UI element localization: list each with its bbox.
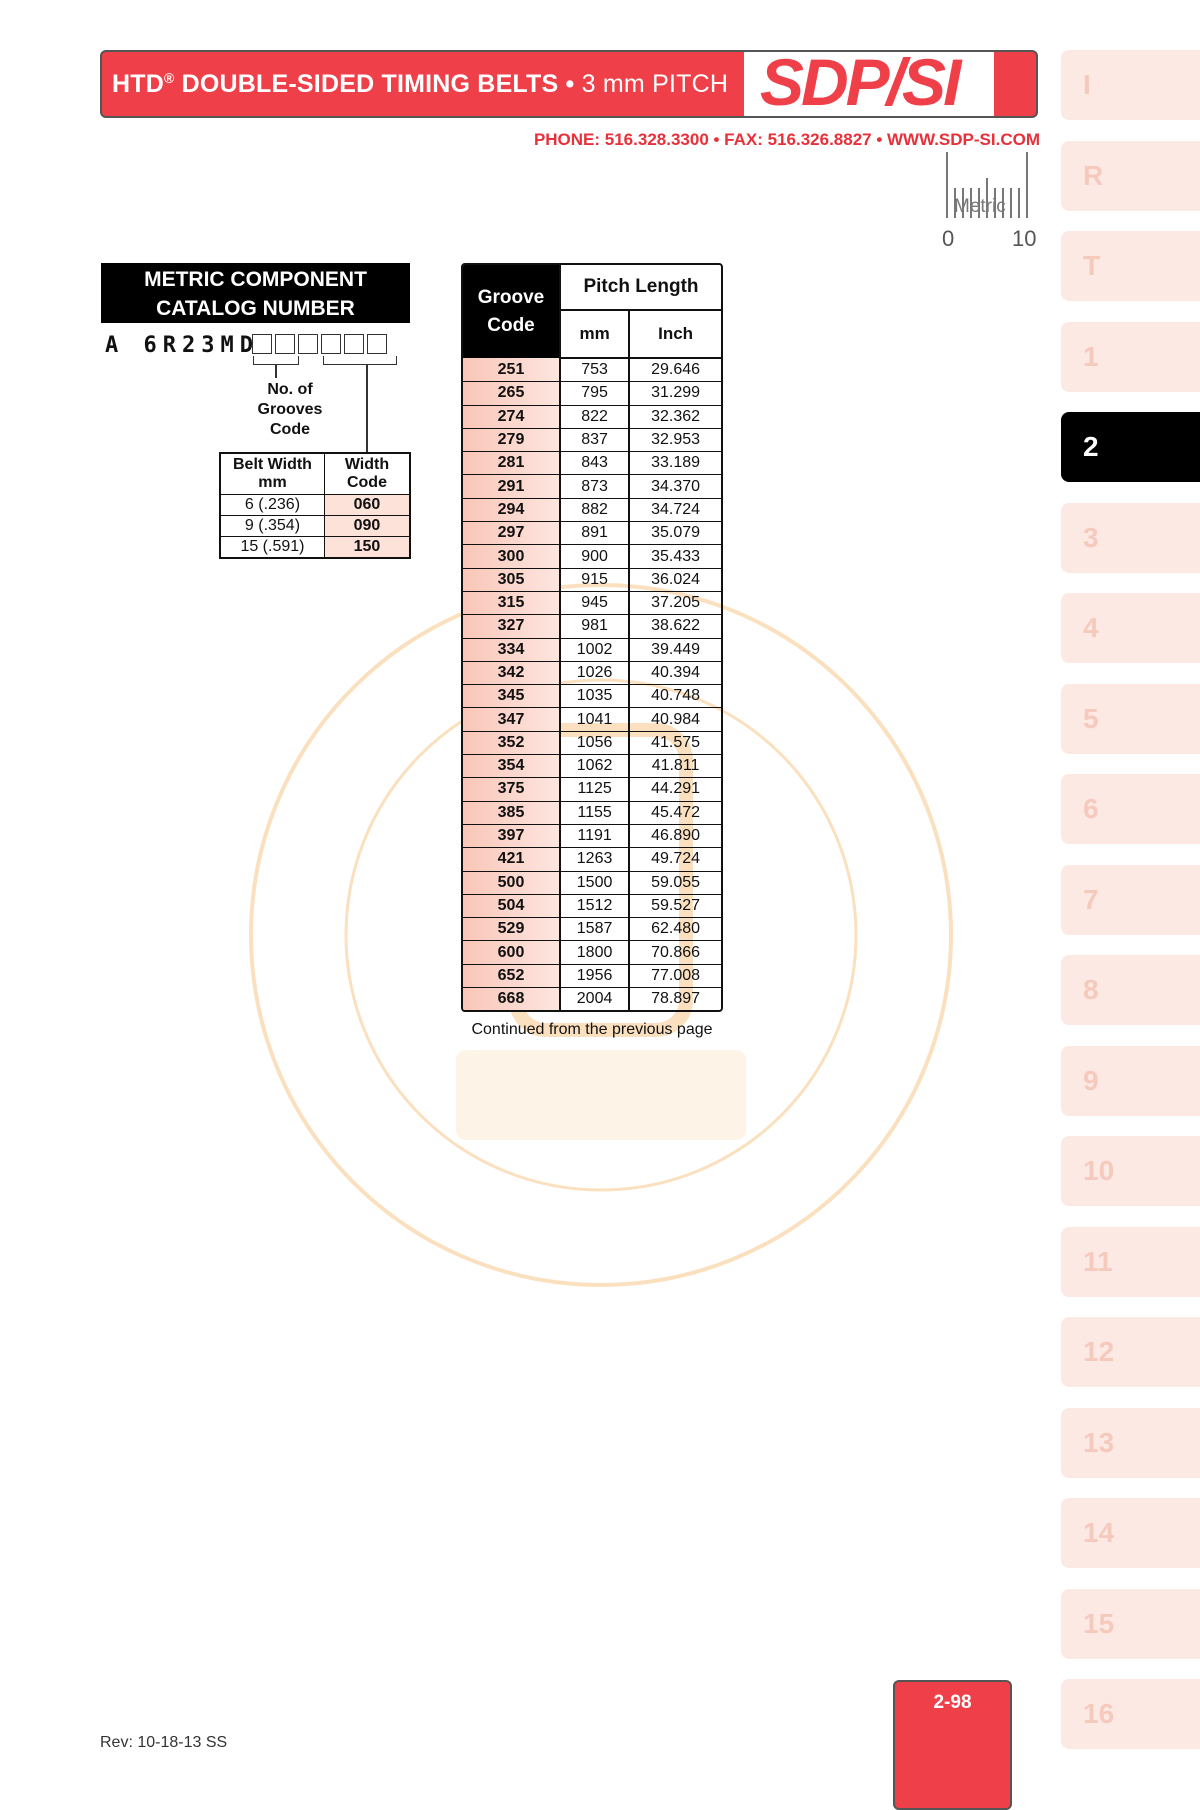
groove-code-cell: 281 <box>463 452 560 475</box>
groove-code-cell: 342 <box>463 661 560 684</box>
pitch-inch-cell: 38.622 <box>629 615 721 638</box>
title-pitch: 3 mm PITCH <box>581 70 729 98</box>
pitch-inch-cell: 49.724 <box>629 848 721 871</box>
tab-section-4[interactable]: 4 <box>1061 593 1200 663</box>
pitch-mm-cell: 843 <box>560 452 629 475</box>
pitch-length-header: Pitch Length <box>560 265 721 310</box>
grooves-label: No. of Grooves Code <box>257 381 323 438</box>
pitch-mm-cell: 1800 <box>560 941 629 964</box>
table-row <box>463 848 721 871</box>
pitch-mm-cell: 795 <box>560 382 629 405</box>
tab-section-15[interactable]: 15 <box>1061 1589 1200 1659</box>
table-row <box>463 568 721 591</box>
pitch-mm-cell: 1125 <box>560 778 629 801</box>
pitch-mm-cell: 882 <box>560 498 629 521</box>
title-htd: HTD <box>112 70 164 98</box>
table-row <box>463 475 721 498</box>
table-row <box>463 591 721 614</box>
title-main: DOUBLE-SIDED TIMING BELTS • <box>174 70 582 98</box>
pitch-inch-cell: 78.897 <box>629 988 721 1011</box>
pitch-inch-cell: 59.527 <box>629 894 721 917</box>
tab-section-i[interactable]: I <box>1061 50 1200 120</box>
pitch-inch-cell: 35.079 <box>629 522 721 545</box>
pitch-inch-cell: 39.449 <box>629 638 721 661</box>
table-row <box>463 638 721 661</box>
width-code-cell: 060 <box>324 495 410 516</box>
pitch-mm-cell: 1191 <box>560 824 629 847</box>
pitch-mm-cell: 1155 <box>560 801 629 824</box>
groove-code-cell: 354 <box>463 755 560 778</box>
pitch-mm-cell: 1062 <box>560 755 629 778</box>
groove-code-cell: 251 <box>463 358 560 382</box>
tab-section-13[interactable]: 13 <box>1061 1408 1200 1478</box>
table-row <box>463 615 721 638</box>
pitch-inch-cell: 70.866 <box>629 941 721 964</box>
width-row <box>220 516 410 537</box>
metric-label: Metric <box>954 196 1006 217</box>
contact-line: PHONE: 516.328.3300 • FAX: 516.326.8827 • WWW.SDP-SI.COM <box>533 130 1040 149</box>
tab-section-11[interactable]: 11 <box>1061 1227 1200 1297</box>
groove-code-cell: 504 <box>463 894 560 917</box>
groove-code-cell: 274 <box>463 405 560 428</box>
tab-section-8[interactable]: 8 <box>1061 955 1200 1025</box>
belt-width-cell: 9 (.354) <box>220 516 324 537</box>
pitch-mm-cell: 1956 <box>560 964 629 987</box>
pitch-inch-cell: 40.394 <box>629 661 721 684</box>
catalog-title-line1: METRIC COMPONENT <box>144 268 367 291</box>
tab-section-3[interactable]: 3 <box>1061 503 1200 573</box>
pitch-mm-cell: 822 <box>560 405 629 428</box>
groove-code-cell: 297 <box>463 522 560 545</box>
width-code-cell: 090 <box>324 516 410 537</box>
groove-code-cell: 300 <box>463 545 560 568</box>
pitch-inch-cell: 44.291 <box>629 778 721 801</box>
tab-section-r[interactable]: R <box>1061 141 1200 211</box>
pitch-inch-cell: 40.748 <box>629 685 721 708</box>
pitch-inch-cell: 33.189 <box>629 452 721 475</box>
belt-width-cell: 15 (.591) <box>220 537 324 559</box>
table-row <box>463 708 721 731</box>
groove-code-cell: 347 <box>463 708 560 731</box>
mm-header: mm <box>560 310 629 358</box>
continued-note: Continued from the previous page <box>471 1021 713 1038</box>
tab-section-6[interactable]: 6 <box>1061 774 1200 844</box>
groove-code-cell: 529 <box>463 918 560 941</box>
part-number-prefix: A 6R23MD <box>105 333 259 358</box>
table-row <box>463 685 721 708</box>
width-row <box>220 495 410 516</box>
width-code-table <box>219 452 411 559</box>
table-row <box>463 522 721 545</box>
table-row <box>463 358 721 382</box>
tab-section-t[interactable]: T <box>1061 231 1200 301</box>
tab-section-2[interactable]: 2 <box>1061 412 1200 482</box>
groove-code-cell: 334 <box>463 638 560 661</box>
table-row <box>463 452 721 475</box>
catalog-title-line2: CATALOG NUMBER <box>156 297 355 320</box>
width-bracket <box>323 356 397 365</box>
tab-section-7[interactable]: 7 <box>1061 865 1200 935</box>
catalog-title <box>101 263 410 323</box>
pitch-mm-cell: 1026 <box>560 661 629 684</box>
tab-section-12[interactable]: 12 <box>1061 1317 1200 1387</box>
pitch-inch-cell: 77.008 <box>629 964 721 987</box>
pitch-inch-cell: 31.299 <box>629 382 721 405</box>
tab-section-10[interactable]: 10 <box>1061 1136 1200 1206</box>
pitch-mm-cell: 2004 <box>560 988 629 1011</box>
groove-code-header: Groove Code <box>463 265 560 358</box>
pitch-inch-cell: 45.472 <box>629 801 721 824</box>
sdpsi-logo: SDP/SI <box>760 50 959 118</box>
groove-code-cell: 291 <box>463 475 560 498</box>
groove-code-cell: 652 <box>463 964 560 987</box>
pitch-inch-cell: 35.433 <box>629 545 721 568</box>
groove-code-cell: 265 <box>463 382 560 405</box>
ruler-min: 0 <box>942 226 955 251</box>
groove-code-cell: 352 <box>463 731 560 754</box>
table-row <box>463 988 721 1011</box>
tab-section-14[interactable]: 14 <box>1061 1498 1200 1568</box>
pitch-mm-cell: 891 <box>560 522 629 545</box>
belt-width-cell: 6 (.236) <box>220 495 324 516</box>
groove-code-cell: 600 <box>463 941 560 964</box>
groove-code-cell: 397 <box>463 824 560 847</box>
pitch-mm-cell: 1035 <box>560 685 629 708</box>
groove-code-cell: 421 <box>463 848 560 871</box>
belt-width-header: Belt Width mm <box>220 453 324 495</box>
page-title <box>112 52 728 116</box>
table-row <box>463 661 721 684</box>
logo-panel <box>744 52 994 116</box>
pitch-mm-cell: 900 <box>560 545 629 568</box>
width-code-cell: 150 <box>324 537 410 559</box>
groove-code-cell: 385 <box>463 801 560 824</box>
tab-section-16[interactable]: 16 <box>1061 1679 1200 1749</box>
pitch-inch-cell: 32.953 <box>629 428 721 451</box>
groove-code-cell: 294 <box>463 498 560 521</box>
pitch-inch-cell: 32.362 <box>629 405 721 428</box>
groove-code-cell: 500 <box>463 871 560 894</box>
pitch-mm-cell: 873 <box>560 475 629 498</box>
width-row <box>220 537 410 559</box>
width-connector <box>366 364 368 452</box>
pitch-inch-cell: 40.984 <box>629 708 721 731</box>
pitch-inch-cell: 36.024 <box>629 568 721 591</box>
table-row <box>463 801 721 824</box>
groove-code-cell: 327 <box>463 615 560 638</box>
groove-code-cell: 345 <box>463 685 560 708</box>
table-row <box>463 755 721 778</box>
title-registered-mark: ® <box>163 70 175 86</box>
pitch-mm-cell: 981 <box>560 615 629 638</box>
page-number: 2-98 <box>893 1680 1012 1810</box>
pitch-mm-cell: 753 <box>560 358 629 382</box>
pitch-inch-cell: 41.811 <box>629 755 721 778</box>
groove-code-cell: 315 <box>463 591 560 614</box>
metric-ruler-icon <box>946 152 1028 218</box>
pitch-inch-cell: 37.205 <box>629 591 721 614</box>
tab-section-5[interactable]: 5 <box>1061 684 1200 754</box>
tab-section-9[interactable]: 9 <box>1061 1046 1200 1116</box>
pitch-inch-cell: 59.055 <box>629 871 721 894</box>
table-row <box>463 405 721 428</box>
inch-header: Inch <box>629 310 721 358</box>
header-bar <box>100 50 1038 118</box>
groove-code-cell: 668 <box>463 988 560 1011</box>
pitch-inch-cell: 46.890 <box>629 824 721 847</box>
groove-code-cell: 279 <box>463 428 560 451</box>
table-row <box>463 545 721 568</box>
pitch-inch-cell: 62.480 <box>629 918 721 941</box>
table-row <box>463 918 721 941</box>
table-row <box>463 731 721 754</box>
pitch-mm-cell: 1263 <box>560 848 629 871</box>
table-row <box>463 382 721 405</box>
pitch-mm-cell: 945 <box>560 591 629 614</box>
table-row <box>463 941 721 964</box>
pitch-inch-cell: 41.575 <box>629 731 721 754</box>
table-row <box>463 894 721 917</box>
pitch-mm-cell: 1041 <box>560 708 629 731</box>
pitch-mm-cell: 1500 <box>560 871 629 894</box>
pitch-inch-cell: 34.370 <box>629 475 721 498</box>
ruler-max: 10 <box>1012 226 1037 251</box>
pitch-inch-cell: 34.724 <box>629 498 721 521</box>
pitch-inch-cell: 29.646 <box>629 358 721 382</box>
table-row <box>463 498 721 521</box>
table-row <box>463 428 721 451</box>
pitch-mm-cell: 1002 <box>560 638 629 661</box>
pitch-mm-cell: 1512 <box>560 894 629 917</box>
pitch-mm-cell: 1056 <box>560 731 629 754</box>
revision-note: Rev: 10-18-13 SS <box>100 1734 228 1751</box>
table-row <box>463 871 721 894</box>
table-row <box>463 964 721 987</box>
groove-code-cell: 305 <box>463 568 560 591</box>
table-row <box>463 824 721 847</box>
pitch-mm-cell: 915 <box>560 568 629 591</box>
pitch-length-table <box>461 263 723 1012</box>
pitch-mm-cell: 837 <box>560 428 629 451</box>
table-row <box>463 778 721 801</box>
pitch-mm-cell: 1587 <box>560 918 629 941</box>
tab-section-1[interactable]: 1 <box>1061 322 1200 392</box>
width-code-header: Width Code <box>324 453 410 495</box>
grooves-connector <box>275 364 277 378</box>
groove-code-cell: 375 <box>463 778 560 801</box>
